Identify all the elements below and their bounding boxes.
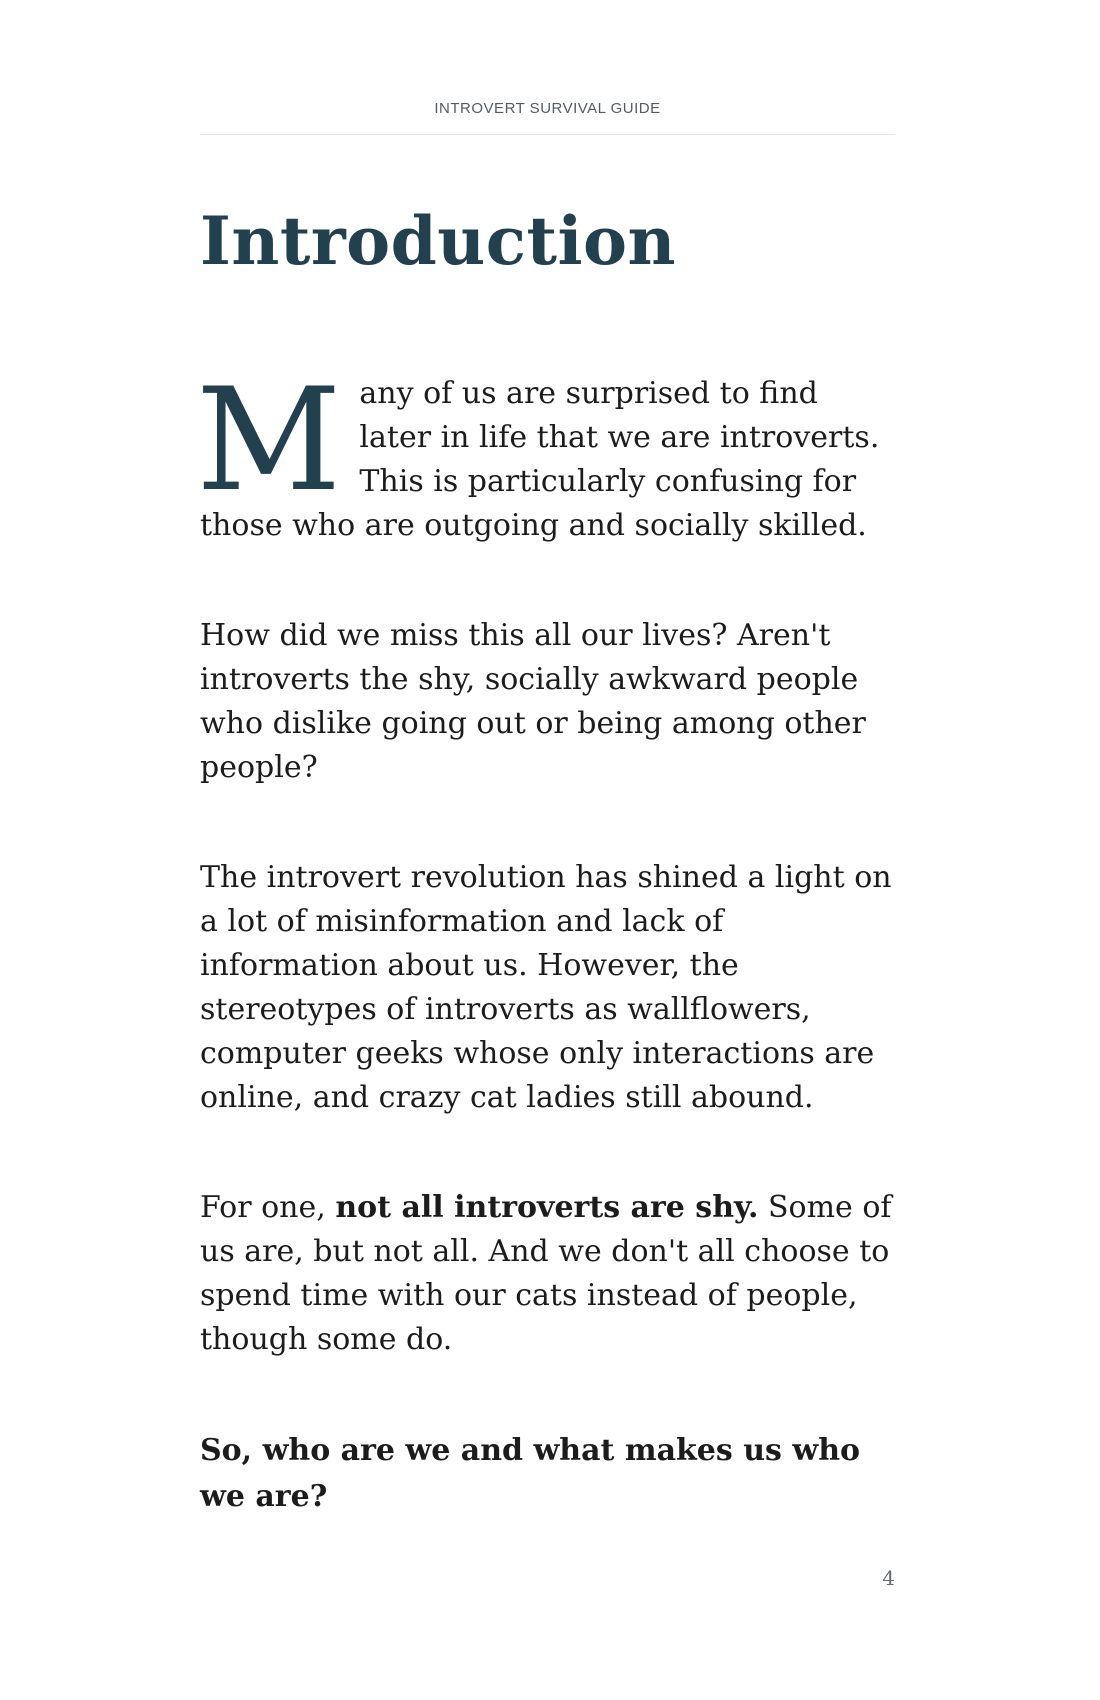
page-number: 4 xyxy=(882,1566,895,1590)
chapter-body xyxy=(196,358,895,1586)
header-divider xyxy=(200,134,895,135)
running-header: INTROVERT SURVIVAL GUIDE xyxy=(434,100,661,117)
paragraph-not-shy xyxy=(200,1186,895,1362)
paragraph-revolution: The introvert revolution has shined a light on a lot of misinformation and lack of information about us. However, the stereotypes of introverts as wallflowers, computer geeks whose only interactions are online, and crazy cat ladies still abound. xyxy=(200,860,892,1115)
paragraph-not-shy-start: For one, xyxy=(200,1190,336,1225)
paragraph-not-shy-end: Some of us are, but not all. And we don't all choose to spend time with our cats instead of people, though some do. xyxy=(200,1190,892,1357)
drop-cap: M xyxy=(196,358,342,523)
closing-question: So, who are we and what makes us who we are? xyxy=(200,1433,861,1514)
paragraph-question: How did we miss this all our lives? Aren't introverts the shy, socially awkward people who dislike going out or being among other people? xyxy=(200,618,866,785)
paragraph-intro-text: any of us are surprised to find later in life that we are introverts. This is particularly confusing for those who are outgoing and socially skilled. xyxy=(200,376,880,543)
book-page xyxy=(196,0,895,1700)
paragraph-intro xyxy=(196,358,895,548)
paragraph-not-shy-emphasis: not all introverts are shy. xyxy=(335,1190,759,1225)
chapter-title: Introduction xyxy=(200,202,677,280)
